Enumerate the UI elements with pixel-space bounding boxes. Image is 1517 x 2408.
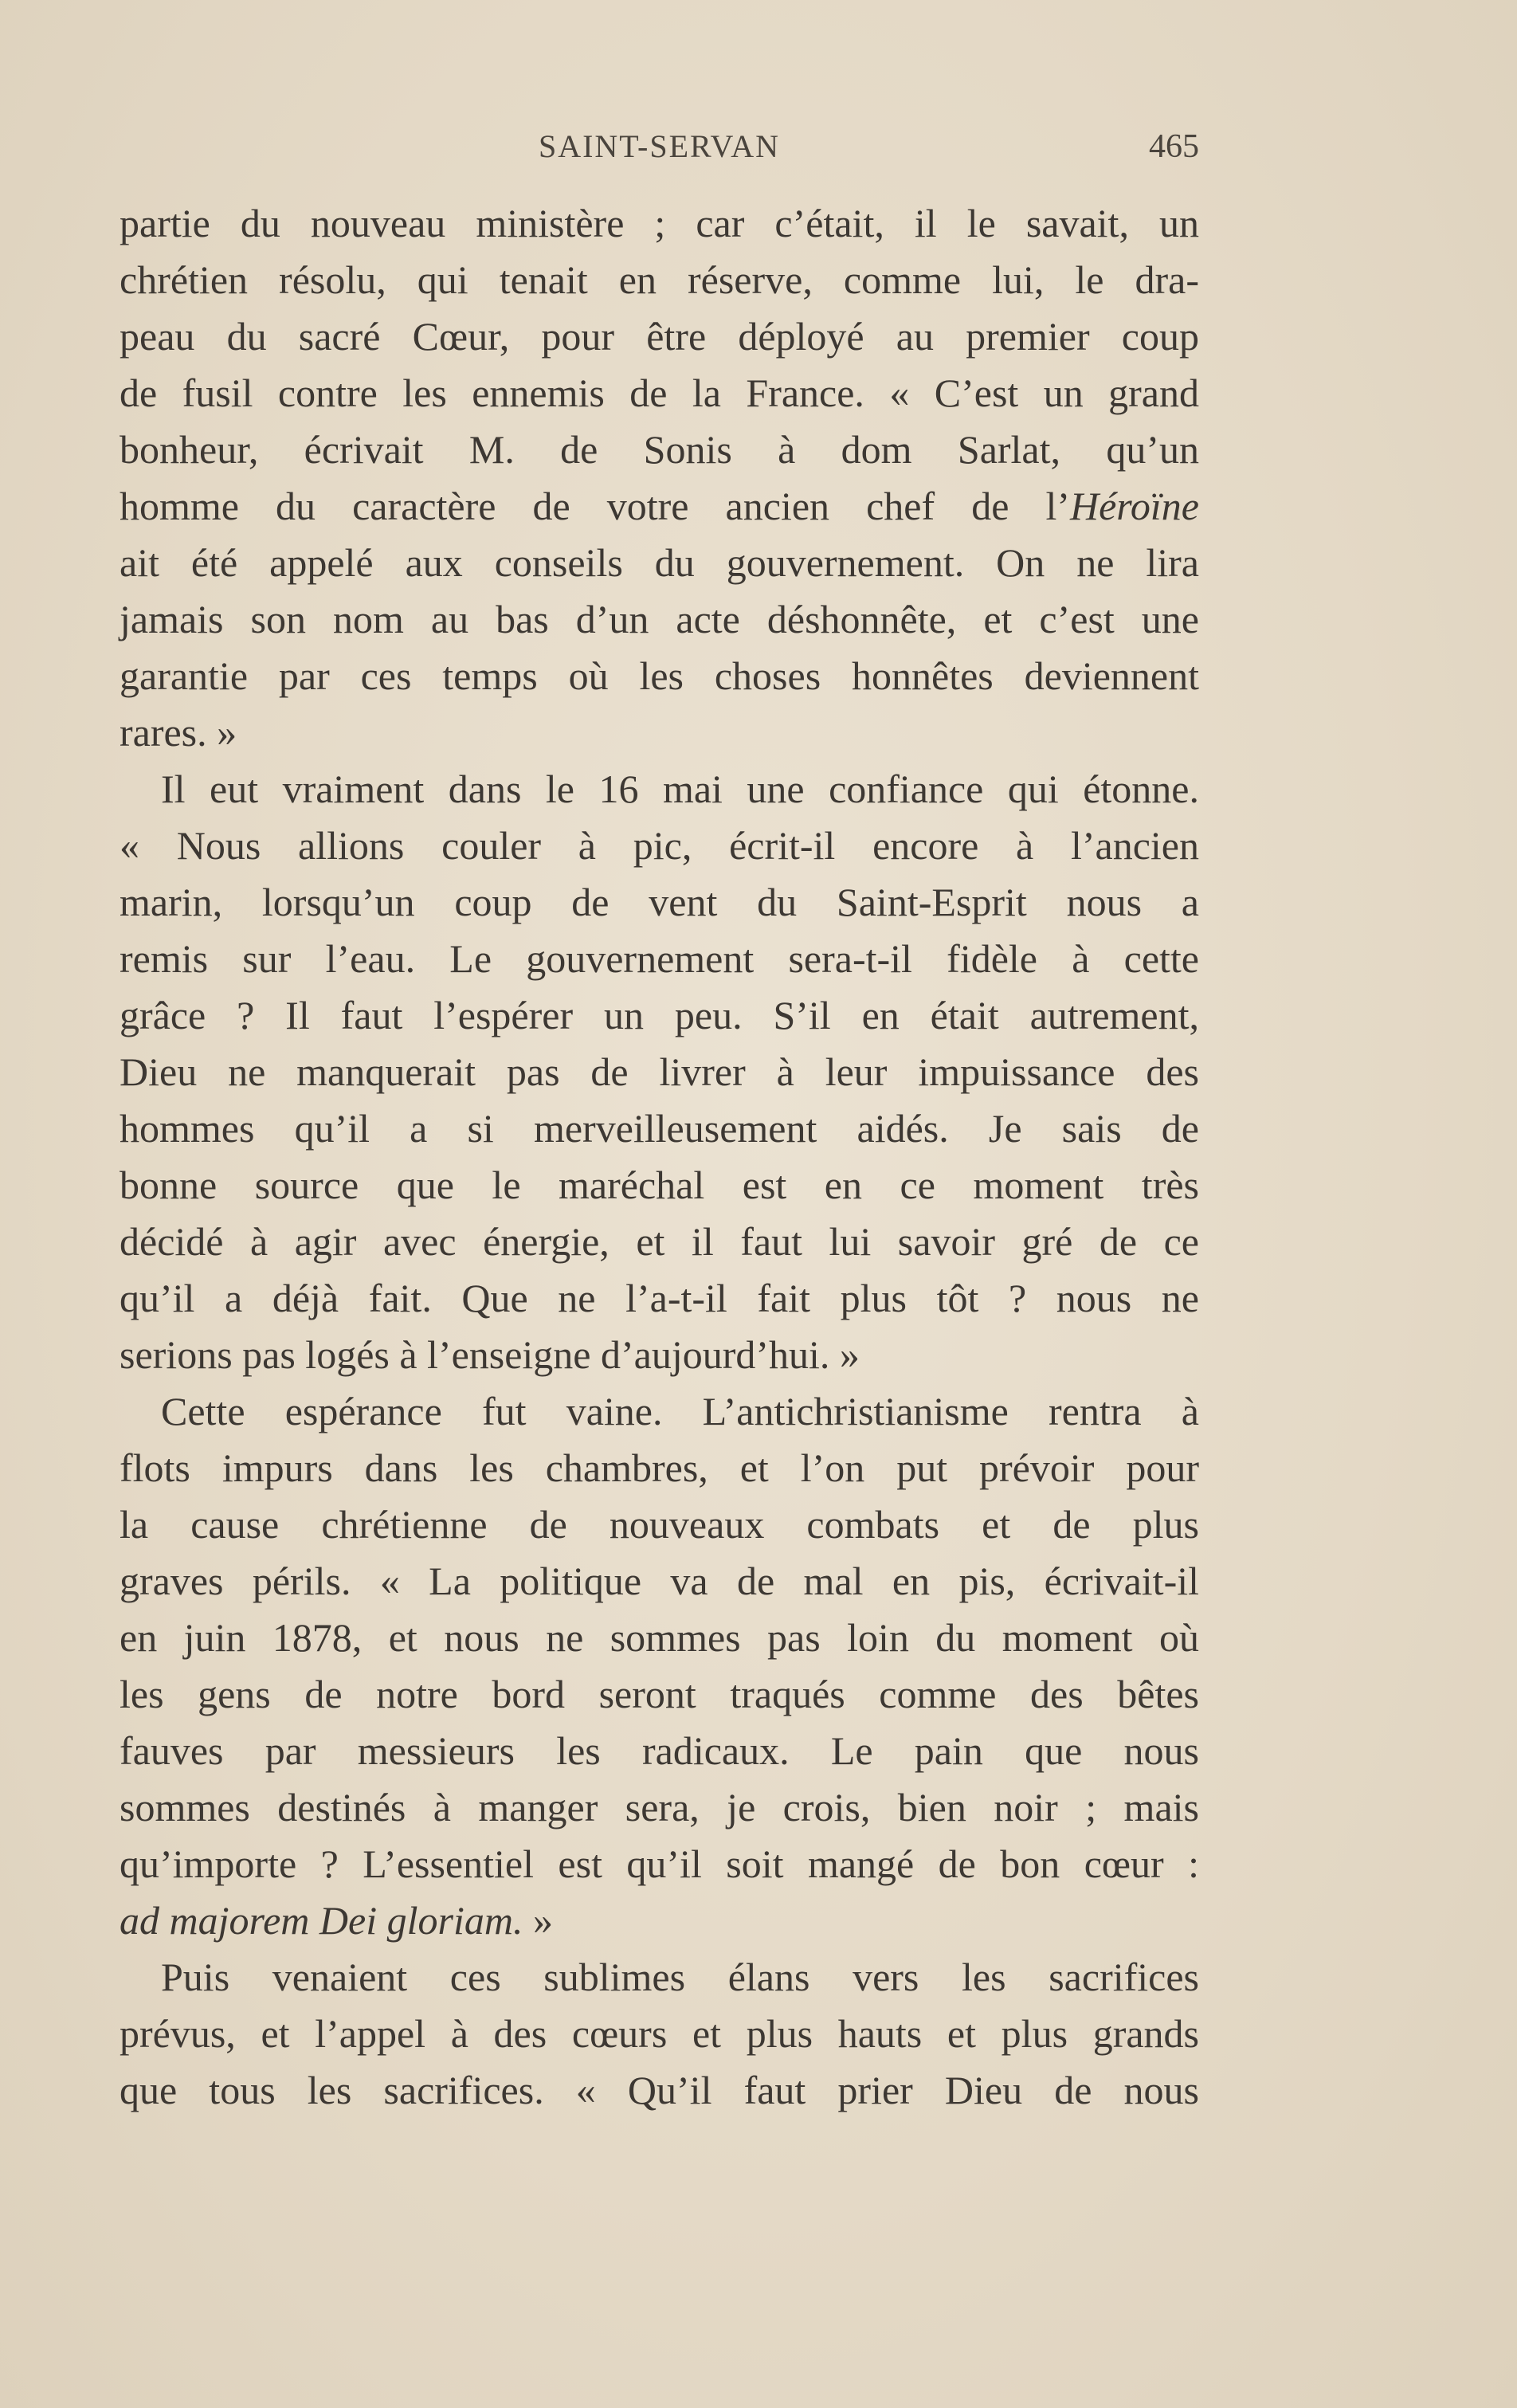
text-line: sommes destinés à manger sera, je crois, bien noir ; mais [120, 1785, 1199, 1830]
page-number: 465 [1149, 128, 1199, 165]
text-line: marin, lorsqu’un coup de vent du Saint-Esprit nous a [120, 880, 1199, 924]
text-line: serions pas logés à l’enseigne d’aujourd’hui. » [120, 1332, 860, 1377]
text-line: de fusil contre les ennemis de la France. « C’est un grand [120, 371, 1199, 415]
text-line: Cette espérance fut vaine. L’antichristianisme rentra à [161, 1389, 1199, 1433]
text-line [120, 478, 1199, 535]
text-line: en juin 1878, et nous ne sommes pas loin du moment où [120, 1615, 1199, 1660]
text-line: partie du nouveau ministère ; car c’était, il le savait, un [120, 201, 1199, 245]
text-line: hommes qu’il a si merveilleusement aidés. Je sais de [120, 1106, 1199, 1151]
text-line: la cause chrétienne de nouveaux combats et de plus [120, 1502, 1199, 1547]
text-line: que tous les sacrifices. « Qu’il faut prier Dieu de nous [120, 2068, 1199, 2112]
text-line: les gens de notre bord seront traqués comme des bêtes [120, 1672, 1199, 1716]
text-line: rares. » [120, 710, 237, 755]
text-line: garantie par ces temps où les choses honnêtes deviennent [120, 653, 1199, 698]
text-line: flots impurs dans les chambres, et l’on put prévoir pour [120, 1445, 1199, 1490]
text-line: ait été appelé aux conseils du gouvernement. On ne lira [120, 540, 1199, 585]
text-segment: » [523, 1898, 553, 1943]
body-text [120, 195, 1199, 2119]
running-title: SAINT-SERVAN [538, 128, 781, 164]
text-line: peau du sacré Cœur, pour être déployé au premier coup [120, 314, 1199, 359]
text-line [120, 1892, 1199, 1949]
text-line: remis sur l’eau. Le gouvernement sera-t-il fidèle à cette [120, 936, 1199, 981]
text-line: bonheur, écrivait M. de Sonis à dom Sarlat, qu’un [120, 427, 1199, 472]
text-line: « Nous allions couler à pic, écrit-il encore à l’ancien [120, 823, 1199, 868]
italic-latin-phrase: ad majorem Dei gloriam. [120, 1898, 523, 1943]
text-line: jamais son nom au bas d’un acte déshonnête, et c’est une [120, 597, 1199, 641]
italic-ship-name: Héroïne [1070, 484, 1199, 528]
page-header [120, 127, 1199, 175]
text-line: bonne source que le maréchal est en ce moment très [120, 1163, 1199, 1207]
text-line: Dieu ne manquerait pas de livrer à leur impuissance des [120, 1049, 1199, 1094]
text-line: chrétien résolu, qui tenait en réserve, comme lui, le dra- [120, 257, 1199, 302]
text-line: décidé à agir avec énergie, et il faut lui savoir gré de ce [120, 1219, 1199, 1264]
text-line: prévus, et l’appel à des cœurs et plus hauts et plus grands [120, 2011, 1199, 2056]
text-segment: homme du caractère de votre ancien chef de l’ [120, 484, 1070, 528]
text-line: graves périls. « La politique va de mal en pis, écrivait-il [120, 1559, 1199, 1603]
text-line: Il eut vraiment dans le 16 mai une confiance qui étonne. [161, 767, 1199, 811]
text-line: Puis venaient ces sublimes élans vers les sacrifices [161, 1955, 1199, 1999]
text-line: qu’il a déjà fait. Que ne l’a-t-il fait plus tôt ? nous ne [120, 1276, 1199, 1320]
text-line: grâce ? Il faut l’espérer un peu. S’il en était autrement, [120, 993, 1199, 1037]
text-line: fauves par messieurs les radicaux. Le pain que nous [120, 1728, 1199, 1773]
text-line: qu’importe ? L’essentiel est qu’il soit mangé de bon cœur : [120, 1841, 1199, 1886]
